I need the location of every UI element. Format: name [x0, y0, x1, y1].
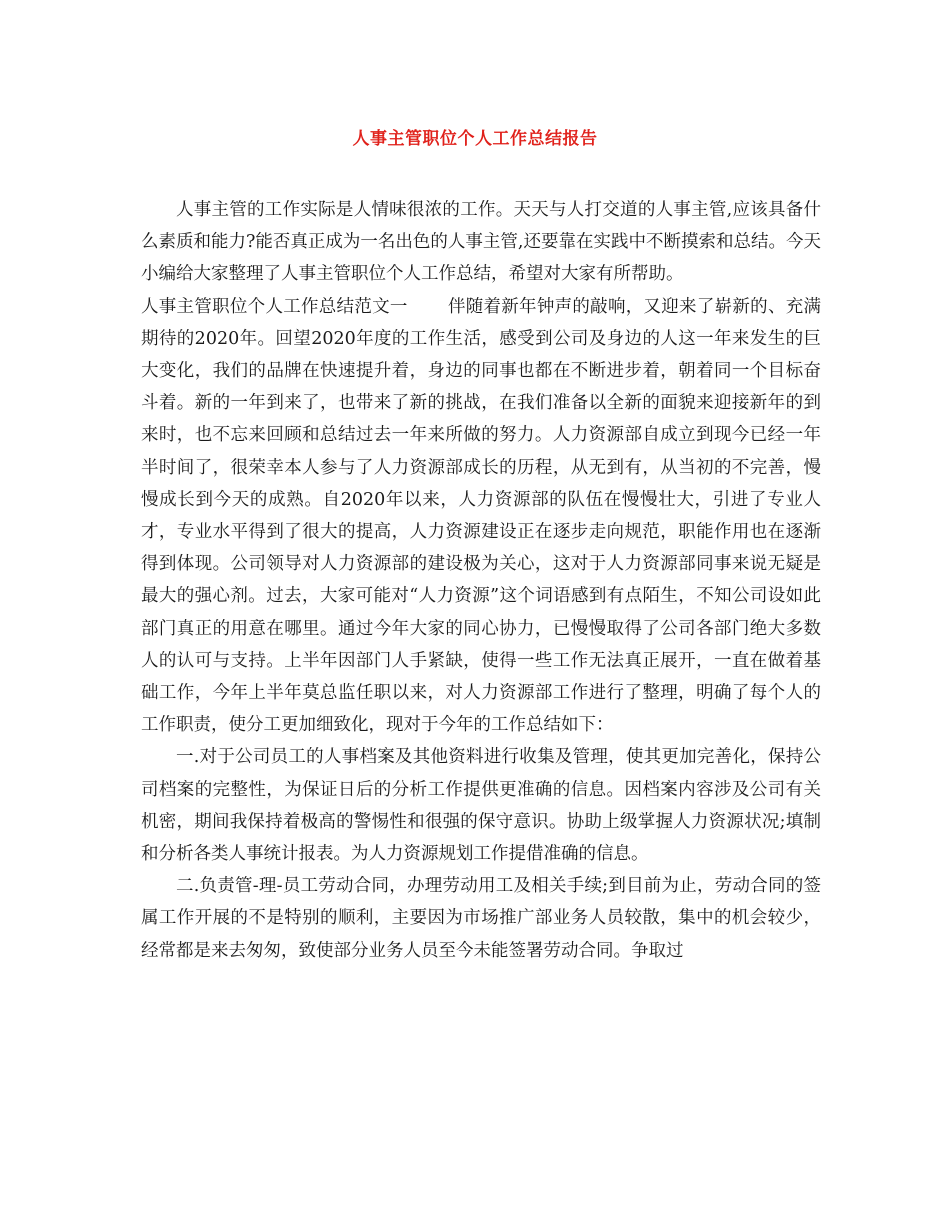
sample-body-text: 伴随着新年钟声的敲响，又迎来了崭新的、充满期待的2020年。回望2020年度的工作生活，感受到公司及身边的人这一年来发生的巨大变化，我们的品牌在快速提升着，身边的同事也都在不断进步着，朝着同一个目标奋斗着。新的一年到来了，也带来了新的挑战，在我们准备以全新的面貌来迎接新年的到来时，也不忘来回顾和总结过去一年来所做的努力。人力资源部自成立到现今已经一年半时间了，很荣幸本人参与了人力资源部成长的历程，从无到有，从当初的不完善，慢慢成长到今天的成熟。自2020年以来，人力资源部的队伍在慢慢壮大，引进了专业人才，专业水平得到了很大的提高，人力资源建设正在逐步走向规范，职能作用也在逐渐得到体现。公司领导对人力资源部的建设极为关心，这对于人力资源部同事来说无疑是最大的强心剂。过去，大家可能对“人力资源”这个词语感到有点陌生，不知公司设如此部门真正的用意在哪里。通过今年大家的同心协力，已慢慢取得了公司各部门绝大多数人的认可与支持。上半年因部门人手紧缺，使得一些工作无法真正展开，一直在做着基础工作，今年上半年莫总监任职以来，对人力资源部工作进行了整理，明确了每个人的工作职责，使分工更加细致化，现对于今年的工作总结如下：: [141, 296, 822, 736]
item-one-paragraph: [141, 741, 821, 870]
sample-paragraph: [141, 291, 821, 742]
document-title: 人事主管职位个人工作总结报告: [352, 129, 598, 149]
item-one-text: 一.对于公司员工的人事档案及其他资料进行收集及管理，使其更加完善化，保持公司档案的完整性，为保证日后的分析工作提供更准确的信息。因档案内容涉及公司有关机密，期间我保持着极高的警惕性和很强的保守意识。协助上级掌握人力资源状况;填制和分析各类人事统计报表。为人力资源规划工作提借准确的信息。: [141, 747, 821, 865]
intro-paragraph: [141, 194, 821, 291]
sample-label: 人事主管职位个人工作总结范文一: [141, 296, 408, 317]
intro-text: 人事主管的工作实际是人情味很浓的工作。天天与人打交道的人事主管,应该具备什么素质和能力?能否真正成为一名出色的人事主管,还要靠在实践中不断摸索和总结。今天小编给大家整理了人事主管职位个人工作总结，希望对大家有所帮助。: [141, 200, 821, 285]
item-two-text: 二.负责管-理-员工劳动合同，办理劳动用工及相关手续;到目前为止，劳动合同的签属工作开展的不是特别的顺利，主要因为市场推广部业务人员较散，集中的机会较少，经常都是来去匆匆，致使部分业务人员至今未能签署劳动合同。争取过: [141, 876, 821, 961]
document-body: [141, 194, 821, 967]
item-two-paragraph: [141, 870, 821, 967]
